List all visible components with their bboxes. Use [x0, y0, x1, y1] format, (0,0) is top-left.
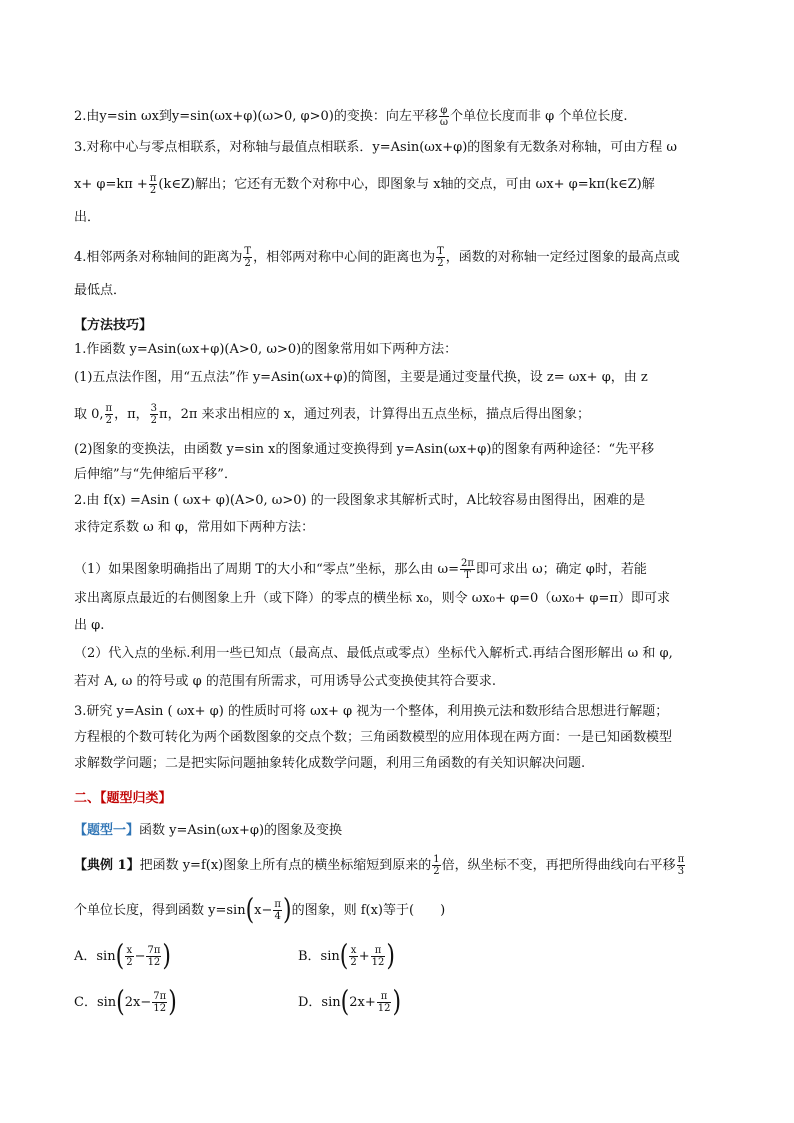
method-1-1-cont: 取 0, $\frac{\pi}{2}$ ，π， $\frac{3}{2}$ π，2π 来求出相应的 x，通过列表，计算得出五点坐标，描点后得出图象；	[74, 403, 591, 426]
fraction: $\frac{T}{2}$	[244, 246, 252, 269]
option-d[interactable]: D．sin(2x+ $\frac{\pi}{12}$ )	[298, 985, 402, 1019]
method-2-2: （2）代入点的坐标.利用一些已知点（最高点、最低点或零点）坐标代入解析式.再结合图形解出 ω 和 φ,	[74, 646, 673, 661]
method-3-cont2: 求解数学问题；二是把实际问题抽象转化成数学问题，利用三角函数的有关知识解决问题.	[74, 756, 586, 771]
paragraph-3-line3: 出．	[74, 210, 101, 225]
paragraph-3-line1: 3.对称中心与零点相联系，对称轴与最值点相联系．y=Asin(ωx+φ)的图象有无数条对称轴，可由方程 ω	[74, 140, 678, 155]
heading-method-tips: 【方法技巧】	[74, 318, 153, 333]
method-1: 1.作函数 y=Asin(ωx+φ)(A>0, ω>0)的图象常用如下两种方法：	[74, 342, 458, 357]
option-b[interactable]: B．sin( $\frac{x}{2}$ + $\frac{\pi}{12}$ )	[298, 939, 395, 973]
fraction: $\frac{3}{2}$	[150, 403, 158, 426]
method-2-1-cont: 求出离原点最近的右侧图象上升（或下降）的零点的横坐标 x₀，则令 ωx₀+ φ=0（ωx₀+ φ=π）即可求	[74, 591, 670, 606]
fraction: $\frac{1}{2}$	[433, 854, 440, 877]
option-a[interactable]: A．sin( $\frac{x}{2}$ − $\frac{7\pi}{12}$ )	[74, 939, 171, 973]
method-1-1: (1)五点法作图，用“五点法”作 y=Asin(ωx+φ)的简图，主要是通过变量代换，设 z= ωx+ φ，由 z	[74, 370, 648, 385]
question-type-1-heading: 【题型一】函数 y=Asin(ωx+φ)的图象及变换	[74, 823, 343, 838]
paragraph-4-line2: 最低点．	[74, 283, 127, 298]
paragraph-2: 2.由y=sin ωx到y=sin(ωx+φ)(ω>0, φ>0)的变换：向左平移 $\frac{\varphi}{\omega}$ 个单位长度而非 φ 个单位长度.	[74, 105, 628, 128]
method-1-2-cont: 后伸缩”与“先伸缩后平移”．	[74, 467, 237, 482]
fraction: $\frac{\pi}{2}$	[105, 403, 113, 426]
method-1-2: (2)图象的变换法，由函数 y=sin x的图象通过变换得到 y=Asin(ωx+φ)的图象有两种途径：“先平移	[74, 442, 655, 457]
fraction: $\frac{2\pi}{T}$	[461, 558, 474, 581]
paragraph-3-line2: x+ φ=kπ + $\frac{\pi}{2}$ (k∈Z)解出；它还有无数个对称中心，即图象与 x轴的交点，可由 ωx+ φ=kπ(k∈Z)解	[74, 173, 655, 196]
fraction: $\frac{T}{2}$	[437, 246, 444, 269]
method-3-cont1: 方程根的个数可转化为两个函数图象的交点个数；三角函数模型的应用体现在两方面：一是已知函数模型	[74, 730, 673, 745]
method-2-1: （1）如果图象明确指出了周期 T的大小和“零点”坐标，那么由 ω= $\frac{2\pi}{T}$ 即可求出 ω；确定 φ时，若能	[74, 558, 647, 581]
fraction: $\frac{\pi}{2}$	[149, 173, 157, 196]
method-2: 2.由 f(x) =Asin ( ωx+ φ)(A>0, ω>0) 的一段图象求其解析式时，A比较容易由图得出，困难的是	[74, 493, 646, 508]
method-2-1-end: 出 φ.	[74, 618, 105, 633]
method-3: 3.研究 y=Asin ( ωx+ φ) 的性质时可将 ωx+ φ 视为一个整体，利用换元法和数形结合思想进行解题；	[74, 704, 669, 719]
example-1-line1: 【典例 1】把函数 y=f(x)图象上所有点的横坐标缩短到原来的 $\frac{1}{2}$ 倍，纵坐标不变，再把所得曲线向右平移 $\frac{\pi}{3}$	[74, 854, 685, 877]
fraction: $\frac{\varphi}{\omega}$	[439, 105, 449, 128]
method-2-cont: 求待定系数 ω 和 φ，常用如下两种方法：	[74, 520, 315, 535]
fraction: $\frac{\pi}{4}$	[274, 899, 281, 922]
example-1-line2: 个单位长度，得到函数 y=sin(x− $\frac{\pi}{4}$ )的图象，则 f(x)等于( )	[74, 893, 446, 927]
method-2-2-cont: 若对 A, ω 的符号或 φ 的范围有所需求，可用诱导公式变换使其符合要求.	[74, 674, 497, 689]
option-c[interactable]: C．sin(2x− $\frac{7\pi}{12}$ )	[74, 985, 177, 1019]
section-2-heading: 二、【题型归类】	[74, 791, 172, 806]
paragraph-4-line1: 4.相邻两条对称轴间的距离为 $\frac{T}{2}$ ，相邻两对称中心间的距离也为 $\frac{T}{2}$ ，函数的对称轴一定经过图象的最高点或	[74, 246, 680, 269]
fraction: $\frac{\pi}{3}$	[677, 854, 685, 877]
